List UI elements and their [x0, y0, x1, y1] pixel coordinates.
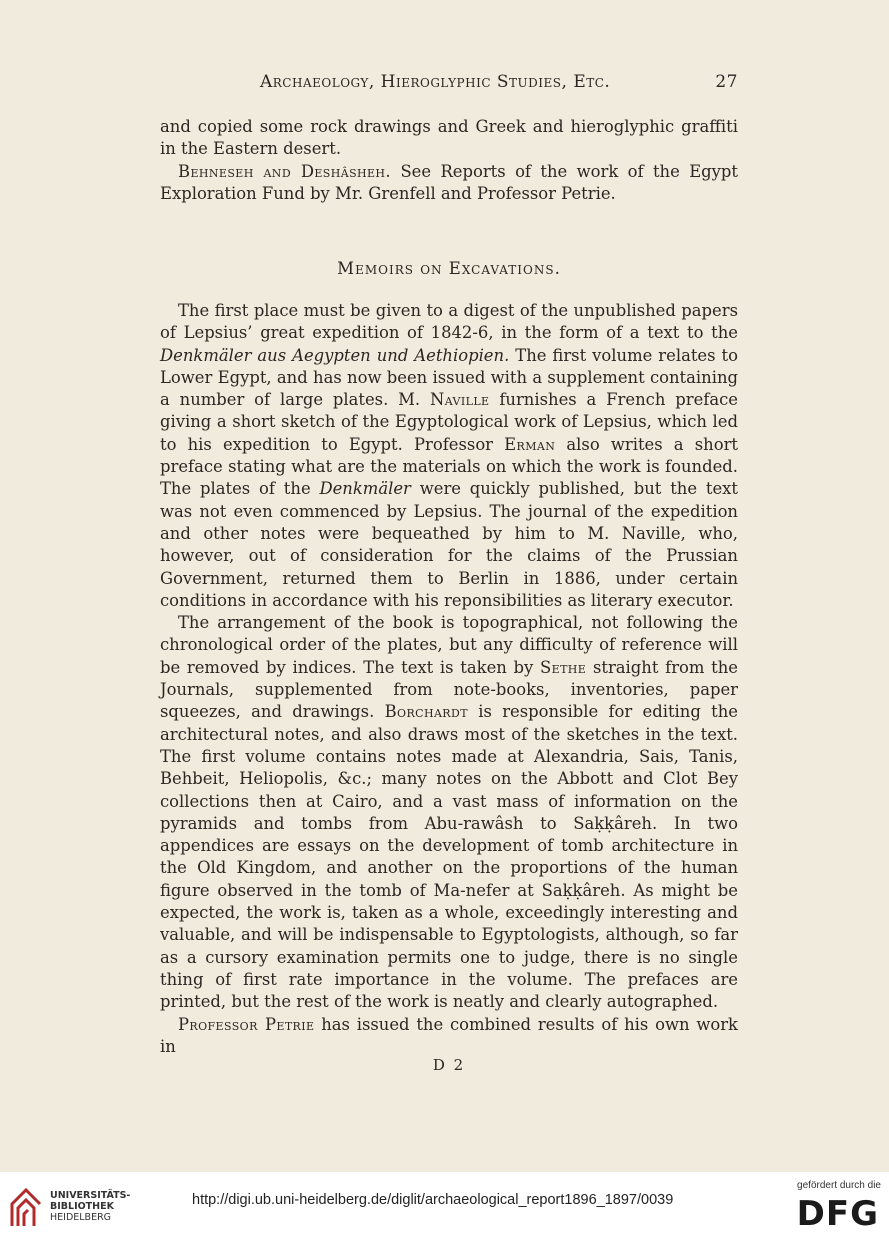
paragraph-continuation: and copied some rock drawings and Greek and hieroglyphic graffiti in the Eastern desert.	[160, 117, 738, 159]
name-petrie: Professor Petrie	[178, 1014, 315, 1034]
p3-text: has issued the combined results of his own work in	[160, 1014, 738, 1056]
p2-text-a: The arrangement of the book is topographical, not following the chronological order of the plates, but any difficulty of reference will be removed by indices. The text is taken by	[160, 613, 738, 677]
library-line3: HEIDELBERG	[50, 1212, 112, 1223]
paragraph-petrie	[160, 1014, 738, 1059]
page-number: 27	[715, 72, 738, 92]
permalink-url[interactable]: http://digi.ub.uni-heidelberg.de/diglit/archaeological_report1896_1897/0039	[192, 1192, 674, 1208]
library-line1: UNIVERSITÄTS-	[50, 1190, 131, 1201]
main-text-block	[160, 300, 738, 1058]
paragraph-lepsius	[160, 300, 738, 612]
p1-text-a: The first place must be given to a digest of the unpublished papers of Lepsius’ great expedition of 1842-6, in the form of a text to the	[160, 301, 738, 343]
p1-title-italic: Denkmäler aus Aegypten und Aethiopien.	[160, 345, 510, 365]
name-sethe: Sethe	[540, 657, 587, 677]
funded-by-label: gefördert durch die	[797, 1180, 881, 1191]
p1-text-e: were quickly published, but the text was not even commenced by Lepsius. The journal of the expedition and other notes were bequeathed by him to M. Naville, who, however, out of consideration for the claims of the Prussian Government, returned them to Berlin in 1886, under certain conditions in accordance with his reponsibilities as literary executor.	[160, 479, 738, 610]
name-erman: Erman	[504, 434, 556, 454]
p1-text-b: The first volume relates to Lower Egypt, and has now been issued with a supplement containing a number of large plates. M.	[160, 345, 738, 410]
library-name	[50, 1190, 130, 1223]
dfg-logo[interactable]: DFG	[796, 1194, 879, 1234]
university-library-logo-icon	[8, 1182, 44, 1230]
viewer-footer	[0, 1172, 889, 1239]
p1-text-c: furnishes a French preface giving a short sketch of the Egyptological work of Lepsius, which led to his expedition to Egypt. Professor	[160, 390, 738, 454]
p2-text-b: straight from the Journals, supplemented from note-books, inventories, paper squeezes, and drawings.	[160, 657, 738, 722]
behneseh-lead: Behneseh and Deshâsheh.	[178, 161, 392, 181]
library-line2: BIBLIOTHEK	[50, 1201, 114, 1212]
paragraph-arrangement	[160, 612, 738, 1013]
p1-text-d: also writes a short preface stating what are the materials on which the work is founded. The plates of the	[160, 434, 738, 499]
signature-mark: D 2	[432, 1056, 466, 1074]
name-naville: Naville	[430, 390, 490, 410]
top-text-block	[160, 116, 738, 205]
section-heading: Memoirs on Excavations.	[337, 259, 561, 278]
p1-title2-italic: Denkmäler	[319, 479, 411, 499]
paragraph-behneseh	[160, 161, 738, 206]
running-head-title: Archaeology, Hieroglyphic Studies, Etc.	[260, 72, 611, 92]
p2-text-c: is responsible for editing the architectural notes, and also draws most of the sketches in the text. The first volume contains notes made at Alexandria, Sais, Tanis, Behbeit, Heliopolis, &c.; many notes on the Abbott and Clot Bey collections then at Cairo, and a vast mass of information on the pyramids and tombs from Abu-rawâsh to Saḳḳâreh. In two appendices are essays on the development of tomb architecture in the Old Kingdom, and another on the proportions of the human figure observed in the tomb of Ma-nefer at Saḳḳâreh. As might be expected, the work is, taken as a whole, exceedingly interesting and valuable, and will be indispensable to Egyptologists, although, so far as a cursory examination permits one to judge, there is no single thing of first rate importance in the volume. The prefaces are printed, but the rest of the work is neatly and clearly autographed.	[160, 702, 738, 1012]
name-borchardt: Borchardt	[384, 702, 468, 722]
behneseh-text: See Reports of the work of the Egypt Exploration Fund by Mr. Grenfell and Professor Petrie.	[160, 161, 738, 203]
